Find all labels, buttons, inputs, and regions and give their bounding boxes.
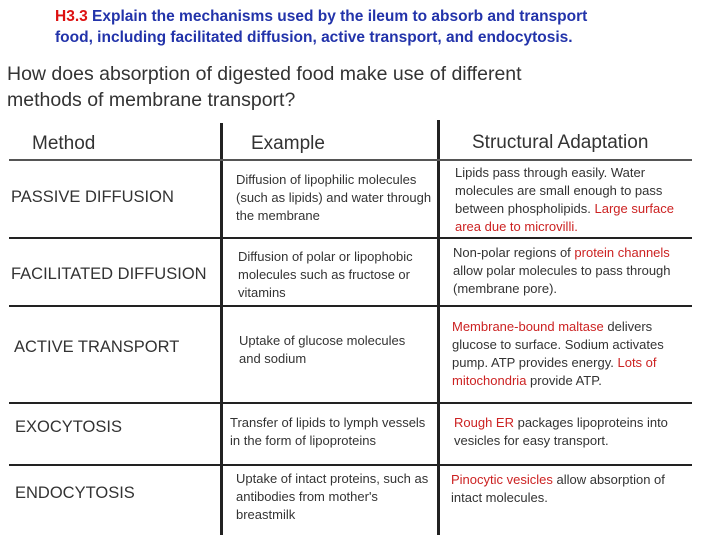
method-active-transport: ACTIVE TRANSPORT: [14, 338, 180, 356]
adaptation-active-transport: [452, 318, 688, 390]
row-divider-4: [9, 464, 692, 466]
row-divider-1: [9, 237, 692, 239]
adaptation-text: delivers glucose to surface. Sodium activates pump. ATP provides energy.: [452, 319, 664, 370]
adaptation-passive-diffusion: [455, 164, 685, 236]
method-endocytosis: ENDOCYTOSIS: [15, 484, 135, 502]
question-line-1: How does absorption of digested food make use of different: [7, 63, 522, 85]
example-facilitated-diffusion: Diffusion of polar or lipophobic molecules such as fructose or vitamins: [238, 249, 413, 300]
example-passive-diffusion: Diffusion of lipophilic molecules (such as lipids) and water through the membrane: [236, 172, 432, 223]
adaptation-highlight: Membrane-bound maltase: [452, 319, 604, 334]
method-facilitated-diffusion: FACILITATED DIFFUSION: [11, 265, 207, 283]
table-divider-right: [437, 120, 440, 535]
adaptation-text: packages lipoproteins into vesicles for easy transport.: [454, 415, 668, 448]
table-header-underline: [9, 159, 692, 161]
header-example: Example: [251, 133, 325, 154]
method-passive-diffusion: PASSIVE DIFFUSION: [11, 188, 174, 206]
guiding-question: [7, 61, 707, 113]
example-endocytosis: Uptake of intact proteins, such as antibodies from mother's breastmilk: [236, 471, 429, 522]
objective-line-1: Explain the mechanisms used by the ileum to absorb and transport: [87, 8, 588, 25]
adaptation-highlight: protein channels: [574, 245, 670, 260]
header-method: Method: [32, 133, 96, 154]
header-structural-adaptation: Structural Adaptation: [472, 132, 649, 153]
example-exocytosis: Transfer of lipids to lymph vessels in the form of lipoproteins: [230, 415, 426, 448]
row-divider-3: [9, 402, 692, 404]
adaptation-facilitated-diffusion: [453, 244, 691, 298]
method-exocytosis: EXOCYTOSIS: [15, 418, 122, 436]
adaptation-highlight: Large surface area due to microvilli.: [455, 201, 674, 234]
row-divider-2: [9, 305, 692, 307]
adaptation-text: allow absorption of intact molecules.: [451, 472, 665, 505]
adaptation-endocytosis: [451, 471, 681, 507]
adaptation-highlight: Lots of mitochondria: [452, 355, 657, 388]
adaptation-text: allow polar molecules to pass through (membrane pore).: [453, 263, 671, 296]
example-active-transport: Uptake of glucose molecules and sodium: [239, 333, 406, 366]
adaptation-text: Non-polar regions of: [453, 245, 575, 260]
question-line-2: methods of membrane transport?: [7, 89, 296, 111]
learning-objective: [55, 6, 715, 48]
objective-code: H3.3: [55, 8, 88, 25]
adaptation-text: Lipids pass through easily. Water molecules are small enough to pass between phospholipids.: [455, 165, 663, 216]
adaptation-text: provide ATP.: [526, 373, 602, 388]
table-divider-left: [220, 123, 223, 535]
objective-line-2: food, including facilitated diffusion, active transport, and endocytosis.: [55, 29, 573, 46]
adaptation-exocytosis: [454, 414, 684, 450]
adaptation-highlight: Rough ER: [454, 415, 514, 430]
adaptation-highlight: Pinocytic vesicles: [451, 472, 553, 487]
